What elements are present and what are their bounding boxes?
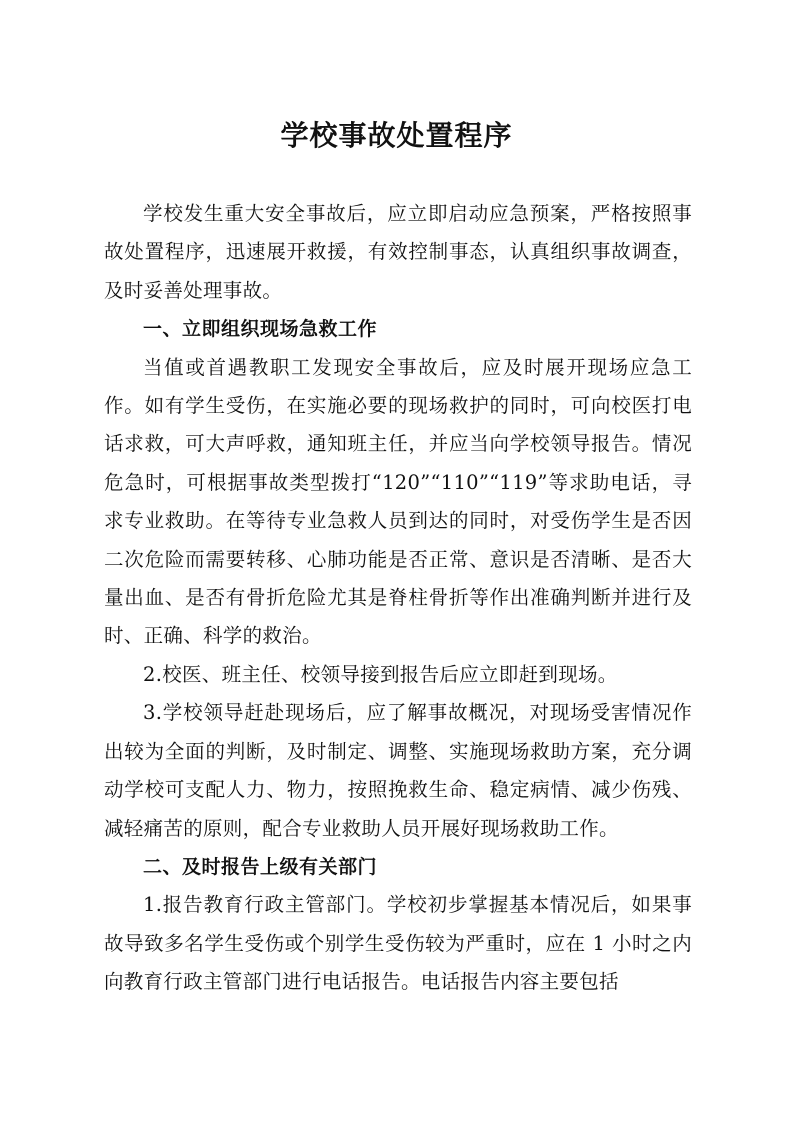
section-2-paragraph-1: 1.报告教育行政主管部门。学校初步掌握基本情况后，如果事故导致多名学生受伤或个别学生受伤较为严重时，应在 1 小时之内向教育行政主管部门进行电话报告。电话报告内容主要包括 xyxy=(104,893,692,994)
document-title: 学校事故处置程序 xyxy=(280,119,513,152)
document-body xyxy=(104,195,692,1002)
section-1-paragraph-2: 2.校医、班主任、校领导接到报告后应立即赶到现场。 xyxy=(143,662,618,686)
section-1-paragraph-3: 3.学校领导赶赴现场后，应了解事故概况，对现场受害情况作出较为全面的判断，及时制定、调整、实施现场救助方案，充分调动学校可支配人力、物力，按照挽救生命、稳定病情、减少伤残、减轻痛苦的原则，配合专业救助人员开展好现场救助工作。 xyxy=(104,701,692,840)
section-heading-2: 二、及时报告上级有关部门 xyxy=(142,855,377,878)
section-1-paragraph-1: 当值或首遇教职工发现安全事故后，应及时展开现场应急工作。如有学生受伤，在实施必要的现场救护的同时，可向校医打电话求救，可大声呼救，通知班主任，并应当向学校领导报告。情况危急时，可根据事故类型拨打“120”“110”“119”等求助电话，寻求专业救助。在等待专业急救人员到达的同时，对受伤学生是否因二次危险而需要转移、心肺功能是否正常、意识是否清晰、是否大量出血、是否有骨折危险尤其是脊柱骨折等作出准确判断并进行及时、正确、科学的救治。 xyxy=(104,355,692,648)
intro-paragraph: 学校发生重大安全事故后，应立即启动应急预案，严格按照事故处置程序，迅速展开救援，有效控制事态，认真组织事故调查，及时妥善处理事故。 xyxy=(104,202,692,302)
section-heading-1: 一、立即组织现场急救工作 xyxy=(142,318,377,341)
